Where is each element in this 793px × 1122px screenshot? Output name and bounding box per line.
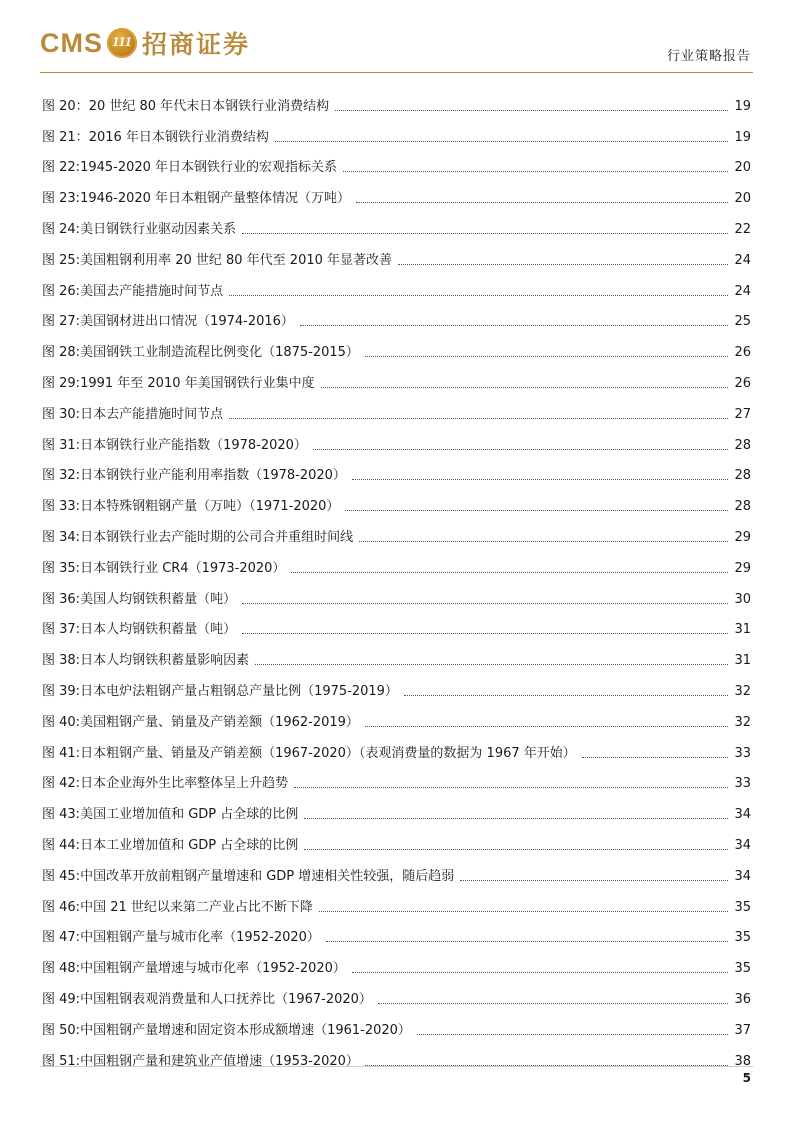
- toc-dot-leader: [304, 849, 728, 850]
- toc-entry-title: 中国粗钢产量和建筑业产值增速（1953-2020）: [80, 1053, 359, 1069]
- toc-entry-label: 图 21：: [42, 129, 89, 145]
- report-type-label: 行业策略报告: [666, 49, 751, 64]
- toc-entry-page: 37: [734, 1022, 751, 1038]
- toc-entry-label: 图 31:: [42, 437, 81, 453]
- toc-entry[interactable]: [42, 176, 751, 207]
- toc-entry[interactable]: [42, 608, 751, 639]
- logo-chinese-text: 招商证券: [142, 30, 251, 59]
- toc-entry-label: 图 50:: [42, 1022, 81, 1038]
- toc-entry-title: 美国工业增加值和 GDP 占全球的比例: [80, 807, 299, 823]
- toc-entry-title: 美国人均钢铁积蓄量（吨）: [80, 591, 237, 607]
- toc-dot-leader: [359, 541, 728, 542]
- toc-entry-title: 日本钢铁行业 CR4（1973-2020）: [80, 560, 286, 576]
- toc-entry-page: 36: [734, 991, 751, 1007]
- toc-entry-label: 图 32:: [42, 468, 81, 484]
- toc-entry-label: 图 30:: [42, 406, 81, 422]
- toc-entry-label: 图 47:: [42, 930, 81, 946]
- toc-dot-leader: [345, 510, 728, 511]
- toc-entry-page: 20: [734, 160, 751, 176]
- toc-dot-leader: [365, 356, 729, 357]
- toc-entry[interactable]: [42, 1039, 751, 1070]
- toc-entry-title: 1991 年至 2010 年美国钢铁行业集中度: [80, 375, 315, 391]
- toc-entry-page: 34: [734, 807, 751, 823]
- toc-entry[interactable]: [42, 946, 751, 977]
- toc-entry-page: 25: [734, 314, 751, 330]
- toc-entry-page: 26: [734, 375, 751, 391]
- toc-dot-leader: [291, 572, 728, 573]
- toc-entry-page: 38: [734, 1053, 751, 1069]
- toc-entry-title: 中国粗钢产量与城市化率（1952-2020）: [80, 930, 320, 946]
- toc-entry-page: 35: [734, 899, 751, 915]
- toc-entry[interactable]: [42, 269, 751, 300]
- toc-entry-page: 30: [734, 591, 751, 607]
- toc-entry-title: 日本电炉法粗钢产量占粗钢总产量比例（1975-2019）: [80, 683, 398, 699]
- toc-dot-leader: [229, 418, 728, 419]
- toc-entry-title: 中国粗钢产量增速与城市化率（1952-2020）: [80, 961, 346, 977]
- toc-entry-label: 图 38:: [42, 653, 81, 669]
- logo-cms-text: CMS: [40, 27, 103, 58]
- toc-entry-title: 日本特殊钢粗钢产量（万吨）（1971-2020）: [80, 499, 340, 515]
- toc-entry-page: 28: [734, 499, 751, 515]
- toc-entry-label: 图 48:: [42, 961, 81, 977]
- toc-dot-leader: [378, 1003, 729, 1004]
- toc-entry-title: 日本工业增加值和 GDP 占全球的比例: [80, 837, 299, 853]
- logo-emblem-icon: 111: [107, 28, 137, 58]
- toc-entry[interactable]: [42, 454, 751, 485]
- toc-dot-leader: [229, 295, 728, 296]
- toc-entry-title: 中国粗钢产量增速和固定资本形成额增速（1961-2020）: [80, 1022, 411, 1038]
- toc-entry-page: 33: [734, 745, 751, 761]
- toc-entry-label: 图 36:: [42, 591, 81, 607]
- toc-entry-page: 34: [734, 837, 751, 853]
- toc-entry-title: 中国改革开放前粗钢产量增速和 GDP 增速相关性较强，随后趋弱: [80, 868, 455, 884]
- toc-entry-page: 27: [734, 406, 751, 422]
- toc-entry-title: 中国 21 世纪以来第二产业占比不断下降: [80, 899, 313, 915]
- toc-entry-title: 1946-2020 年日本粗钢产量整体情况（万吨）: [80, 191, 351, 207]
- toc-entry[interactable]: [42, 700, 751, 731]
- toc-entry[interactable]: [42, 916, 751, 947]
- toc-entry[interactable]: [42, 638, 751, 669]
- toc-entry-label: 图 44:: [42, 837, 81, 853]
- toc-dot-leader: [242, 633, 728, 634]
- toc-entry-page: 26: [734, 345, 751, 361]
- toc-dot-leader: [417, 1034, 729, 1035]
- toc-entry[interactable]: [42, 238, 751, 269]
- toc-dot-leader: [343, 171, 728, 172]
- toc-entry-title: 日本人均钢铁积蓄量（吨）: [80, 622, 237, 638]
- toc-entry-label: 图 42:: [42, 776, 81, 792]
- toc-entry[interactable]: [42, 823, 751, 854]
- toc-entry[interactable]: [42, 792, 751, 823]
- toc-dot-leader: [352, 972, 729, 973]
- toc-entry-page: 28: [734, 468, 751, 484]
- toc-entry-label: 图 41:: [42, 745, 81, 761]
- toc-entry[interactable]: [42, 669, 751, 700]
- toc-entry-title: 日本钢铁行业产能利用率指数（1978-2020）: [80, 468, 346, 484]
- toc-entry-label: 图 20：: [42, 98, 89, 114]
- toc-entry[interactable]: [42, 731, 751, 762]
- toc-entry-title: 日本钢铁行业去产能时期的公司合并重组时间线: [80, 529, 354, 545]
- toc-entry-label: 图 46:: [42, 899, 81, 915]
- toc-entry[interactable]: [42, 484, 751, 515]
- toc-entry-label: 图 51:: [42, 1053, 81, 1069]
- toc-dot-leader: [335, 110, 728, 111]
- toc-entry-title: 1945-2020 年日本钢铁行业的宏观指标关系: [80, 160, 338, 176]
- toc-entry-page: 29: [734, 560, 751, 576]
- toc-entry[interactable]: [42, 577, 751, 608]
- toc-entry-title: 美国粗钢产量、销量及产销差额（1962-2019）: [80, 714, 359, 730]
- toc-entry-label: 图 23:: [42, 191, 81, 207]
- toc-entry[interactable]: [42, 546, 751, 577]
- toc-entry-label: 图 26:: [42, 283, 81, 299]
- toc-entry-label: 图 49:: [42, 991, 81, 1007]
- toc-dot-leader: [398, 264, 728, 265]
- toc-entry[interactable]: [42, 1008, 751, 1039]
- toc-entry-label: 图 25:: [42, 252, 81, 268]
- toc-dot-leader: [242, 603, 728, 604]
- toc-entry-page: 34: [734, 868, 751, 884]
- toc-entry[interactable]: [42, 515, 751, 546]
- toc-entry[interactable]: [42, 977, 751, 1008]
- toc-entry[interactable]: [42, 115, 751, 146]
- toc-dot-leader: [255, 664, 728, 665]
- toc-dot-leader: [294, 787, 728, 788]
- toc-entry-page: 33: [734, 776, 751, 792]
- toc-entry[interactable]: [42, 207, 751, 238]
- toc-entry-page: 35: [734, 961, 751, 977]
- toc-entry[interactable]: [42, 361, 751, 392]
- toc-entry-title: 美日钢铁行业驱动因素关系: [80, 221, 237, 237]
- header-divider: [40, 72, 753, 73]
- toc-entry-title: 日本粗钢产量、销量及产销差额（1967-2020）（表观消费量的数据为 1967 年开始）: [80, 745, 576, 761]
- toc-dot-leader: [300, 325, 729, 326]
- toc-entry-page: 29: [734, 529, 751, 545]
- toc-entry[interactable]: [42, 885, 751, 916]
- toc-dot-leader: [365, 726, 729, 727]
- figure-table-of-contents: [42, 84, 751, 1070]
- toc-entry-label: 图 39:: [42, 683, 81, 699]
- toc-dot-leader: [319, 911, 729, 912]
- toc-entry-label: 图 28:: [42, 345, 81, 361]
- toc-dot-leader: [313, 449, 729, 450]
- toc-dot-leader: [404, 695, 729, 696]
- toc-entry[interactable]: [42, 762, 751, 793]
- toc-entry-label: 图 43:: [42, 807, 81, 823]
- toc-dot-leader: [352, 479, 729, 480]
- toc-entry[interactable]: [42, 84, 751, 115]
- toc-entry-title: 日本钢铁行业产能指数（1978-2020）: [80, 437, 307, 453]
- toc-entry-page: 35: [734, 930, 751, 946]
- toc-dot-leader: [460, 880, 728, 881]
- toc-entry-label: 图 27:: [42, 314, 81, 330]
- toc-entry-page: 32: [734, 683, 751, 699]
- toc-entry-page: 31: [734, 653, 751, 669]
- toc-entry[interactable]: [42, 330, 751, 361]
- toc-entry-label: 图 24:: [42, 221, 81, 237]
- toc-entry-label: 图 33:: [42, 499, 81, 515]
- toc-dot-leader: [326, 941, 729, 942]
- toc-dot-leader: [275, 141, 729, 142]
- toc-entry-page: 22: [734, 221, 751, 237]
- toc-entry-page: 32: [734, 714, 751, 730]
- toc-entry-label: 图 22:: [42, 160, 81, 176]
- toc-entry-title: 美国去产能措施时间节点: [80, 283, 224, 299]
- toc-entry-title: 美国粗钢利用率 20 世纪 80 年代至 2010 年显著改善: [80, 252, 393, 268]
- toc-entry-page: 24: [734, 252, 751, 268]
- footer-divider: [40, 1066, 753, 1067]
- toc-entry-title: 中国粗钢表观消费量和人口抚养比（1967-2020）: [80, 991, 372, 1007]
- toc-entry[interactable]: [42, 146, 751, 177]
- toc-entry-label: 图 34:: [42, 529, 81, 545]
- page-header: [0, 0, 793, 75]
- toc-entry-page: 19: [734, 129, 751, 145]
- toc-entry-label: 图 37:: [42, 622, 81, 638]
- toc-dot-leader: [321, 387, 729, 388]
- toc-dot-leader: [304, 818, 728, 819]
- toc-entry-label: 图 40:: [42, 714, 81, 730]
- toc-entry-page: 20: [734, 191, 751, 207]
- toc-entry-title: 美国钢材进出口情况（1974-2016）: [80, 314, 294, 330]
- toc-entry-title: 日本去产能措施时间节点: [80, 406, 224, 422]
- toc-entry-page: 31: [734, 622, 751, 638]
- toc-entry-title: 20 世纪 80 年代末日本钢铁行业消费结构: [88, 98, 330, 114]
- toc-entry-label: 图 45:: [42, 868, 81, 884]
- toc-dot-leader: [582, 757, 729, 758]
- toc-entry-page: 24: [734, 283, 751, 299]
- toc-entry-page: 28: [734, 437, 751, 453]
- toc-entry-label: 图 29:: [42, 375, 81, 391]
- toc-entry-title: 日本人均钢铁积蓄量影响因素: [80, 653, 250, 669]
- toc-entry-title: 2016 年日本钢铁行业消费结构: [88, 129, 269, 145]
- company-logo: [40, 26, 250, 60]
- toc-entry-title: 日本企业海外生比率整体呈上升趋势: [80, 776, 289, 792]
- toc-entry[interactable]: [42, 854, 751, 885]
- toc-entry-label: 图 35:: [42, 560, 81, 576]
- toc-entry[interactable]: [42, 392, 751, 423]
- toc-entry-page: 19: [734, 98, 751, 114]
- toc-entry-title: 美国钢铁工业制造流程比例变化（1875-2015）: [80, 345, 359, 361]
- toc-entry[interactable]: [42, 300, 751, 331]
- toc-dot-leader: [242, 233, 728, 234]
- page-number: 5: [742, 1071, 751, 1085]
- toc-dot-leader: [356, 202, 728, 203]
- toc-entry[interactable]: [42, 423, 751, 454]
